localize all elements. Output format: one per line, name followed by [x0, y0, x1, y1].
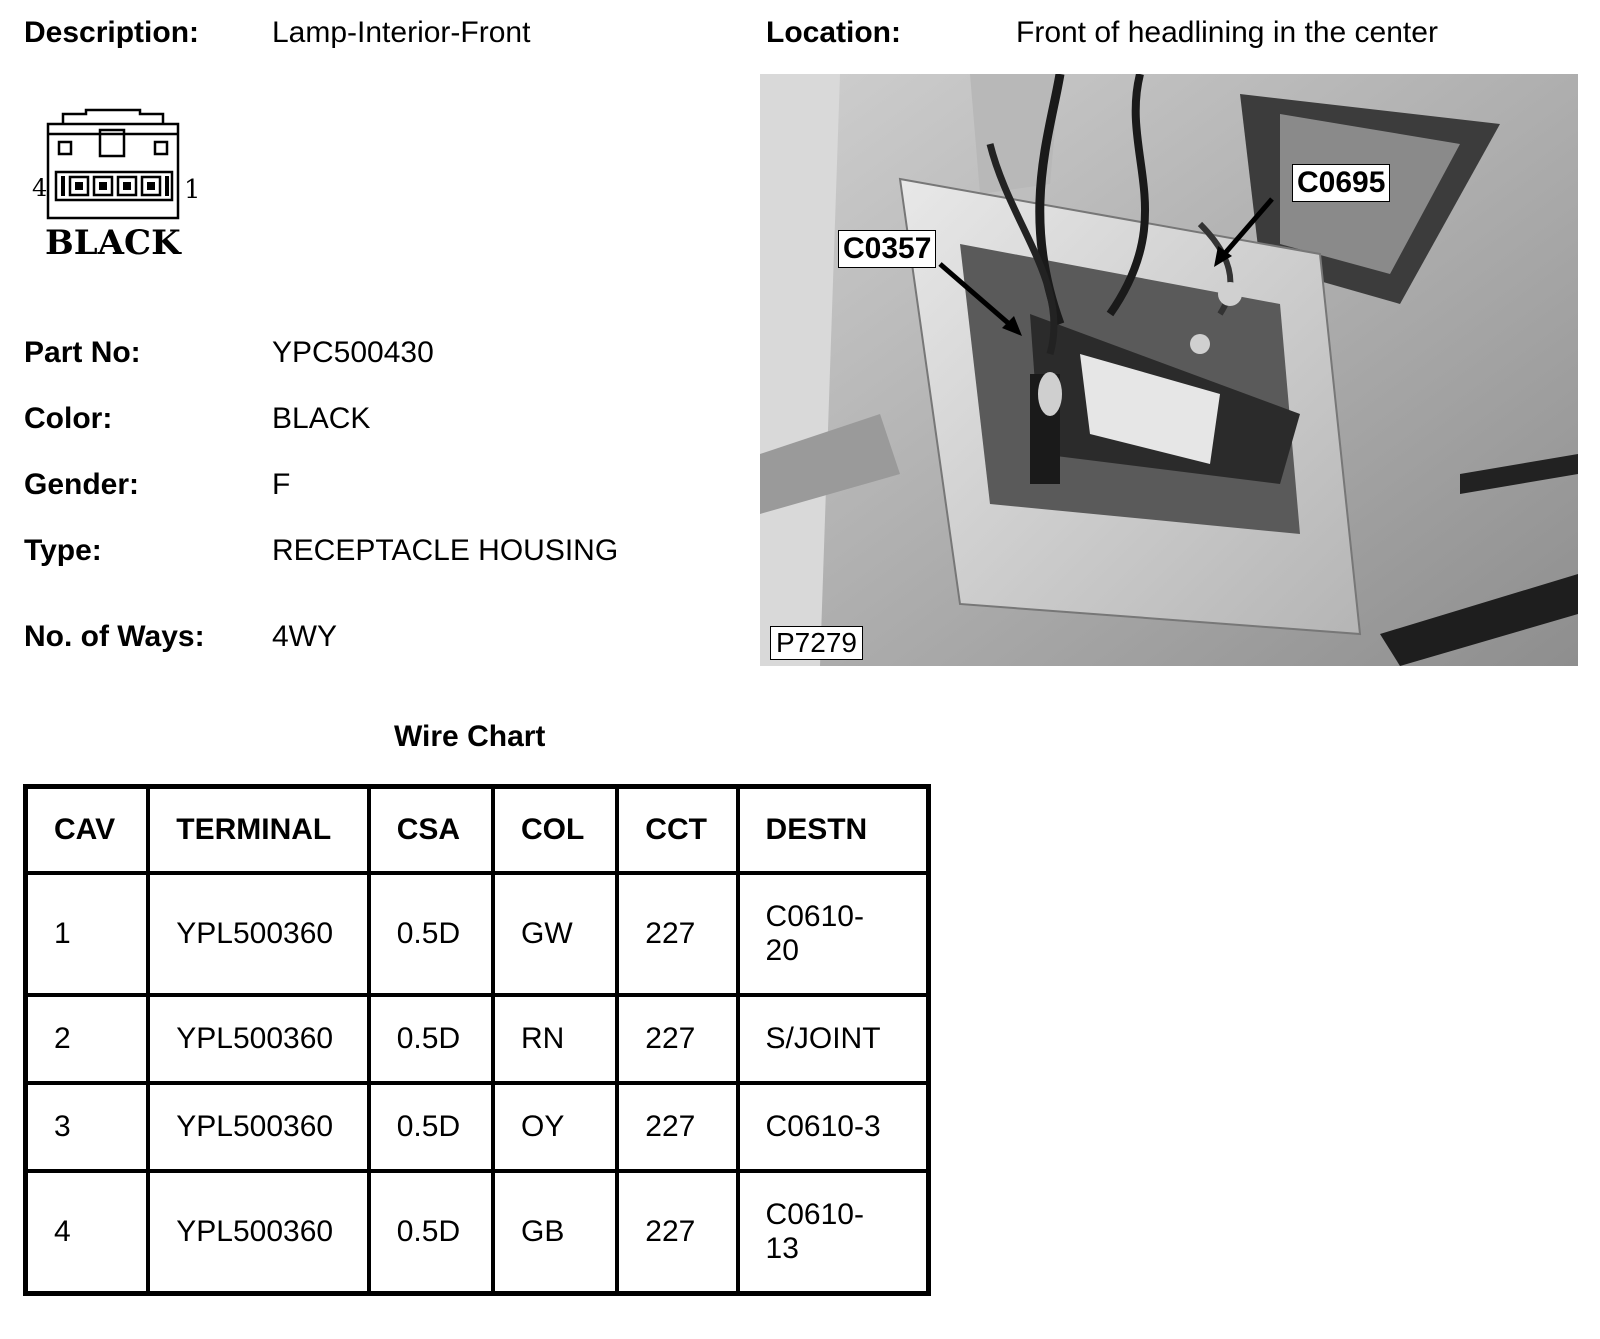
connector-latch: [63, 110, 163, 124]
photo-id-label: P7279: [770, 626, 863, 660]
cell-destn: C0610-3: [738, 1083, 929, 1171]
cell-terminal: YPL500360: [148, 1083, 368, 1171]
callout-c0695: C0695: [1292, 164, 1390, 202]
table-row: [26, 1171, 929, 1294]
pin-1-label: 1: [184, 175, 201, 205]
cell-col: RN: [493, 995, 617, 1083]
cell-csa: 0.5D: [369, 873, 493, 995]
cell-csa: 0.5D: [369, 1083, 493, 1171]
header-csa: CSA: [369, 787, 493, 874]
destn-line-2: 13: [765, 1232, 799, 1265]
header-destn: DESTN: [738, 787, 929, 874]
location-photo: [760, 74, 1578, 666]
header-terminal: TERMINAL: [148, 787, 368, 874]
connector-key-left: [59, 142, 71, 154]
header-cct: CCT: [617, 787, 737, 874]
cell-csa: 0.5D: [369, 995, 493, 1083]
photo-illustration: [760, 74, 1578, 666]
description-value: Lamp-Interior-Front: [272, 16, 531, 49]
cell-destn: S/JOINT: [738, 995, 929, 1083]
wire-chart-table: [23, 784, 931, 1296]
cell-cav: 3: [26, 1083, 149, 1171]
color-value: BLACK: [272, 402, 371, 435]
ways-label: No. of Ways:: [24, 620, 205, 653]
cell-cct: 227: [617, 1171, 737, 1294]
wire-chart-title: Wire Chart: [394, 720, 546, 753]
table-header-row: [26, 787, 929, 874]
cell-cav: 4: [26, 1171, 149, 1294]
destn-line-1: C0610-: [765, 1198, 864, 1231]
pin-4-label: 4: [32, 174, 48, 202]
type-label: Type:: [24, 534, 102, 567]
connector-face-diagram: [28, 108, 208, 268]
cell-csa: 0.5D: [369, 1171, 493, 1294]
header-cav: CAV: [26, 787, 149, 874]
cell-cct: 227: [617, 1083, 737, 1171]
cell-col: OY: [493, 1083, 617, 1171]
cell-terminal: YPL500360: [148, 873, 368, 995]
description-label: Description:: [24, 16, 200, 49]
part-no-label: Part No:: [24, 336, 141, 369]
cell-terminal: YPL500360: [148, 1171, 368, 1294]
cell-destn: [738, 1171, 929, 1294]
cell-cct: 227: [617, 873, 737, 995]
header-col: COL: [493, 787, 617, 874]
gender-label: Gender:: [24, 468, 140, 501]
cell-cct: 227: [617, 995, 737, 1083]
location-value: Front of headlining in the center: [1016, 16, 1438, 49]
connector-color-text: BLACK: [45, 223, 181, 263]
ways-value: 4WY: [272, 620, 338, 653]
callout-c0357: C0357: [838, 230, 936, 268]
connector-key-right: [155, 142, 167, 154]
destn-line-1: C0610-: [765, 900, 864, 933]
table-row: [26, 873, 929, 995]
cell-cav: 1: [26, 873, 149, 995]
destn-line-2: 20: [765, 934, 799, 967]
table-row: [26, 1083, 929, 1171]
type-value: RECEPTACLE HOUSING: [272, 534, 619, 567]
cell-cav: 2: [26, 995, 149, 1083]
cell-col: GW: [493, 873, 617, 995]
cell-destn: [738, 873, 929, 995]
cell-col: GB: [493, 1171, 617, 1294]
table-row: [26, 995, 929, 1083]
color-label: Color:: [24, 402, 113, 435]
gender-value: F: [272, 468, 291, 501]
part-no-value: YPC500430: [272, 336, 434, 369]
location-label: Location:: [766, 16, 901, 49]
cell-terminal: YPL500360: [148, 995, 368, 1083]
